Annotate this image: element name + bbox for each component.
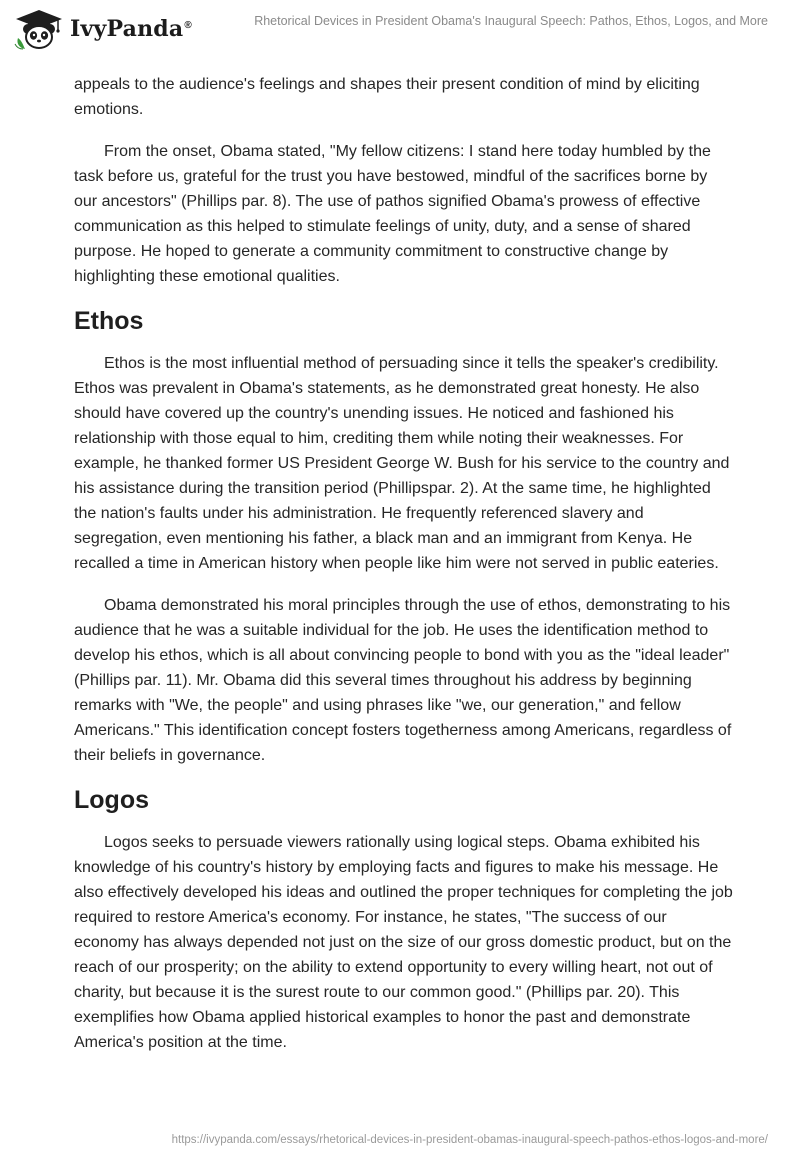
ethos-paragraph-1: Ethos is the most influential method of persuading since it tells the speaker's credibility. Ethos was prevalent in Obama's statements, as he demonstrated great honesty. He also should have covered up the country's unending issues. He noticed and fashioned his relationship with those equal to him, crediting them while noting their weaknesses. For example, he thanked former US President George W. Bush for his service to the country and his assistance during the transition period (Phillipspar. 2). At the same time, he highlighted the nation's faults under his administration. He frequently referenced slavery and segregation, even mentioning his father, a black man and an immigrant from Kenya. He recalled a time in American history when people like him were not served in public eateries. <box>74 355 730 572</box>
pathos-paragraph: From the onset, Obama stated, "My fellow citizens: I stand here today humbled by the task before us, grateful for the trust you have bestowed, mindful of the sacrifices borne by our ancestors" (Phillips par. 8). The use of pathos signified Obama's prowess of effective communication as this helped to stimulate feelings of unity, duty, and a sense of shared purpose. He hoped to generate a community commitment to constructive change by highlighting these emotional qualities. <box>74 143 711 285</box>
document-title: Rhetorical Devices in President Obama's Inaugural Speech: Pathos, Ethos, Logos, and More <box>254 14 768 28</box>
ethos-heading: Ethos <box>74 307 144 335</box>
article-body <box>74 72 734 1072</box>
logos-heading: Logos <box>74 786 149 814</box>
source-url[interactable]: https://ivypanda.com/essays/rhetorical-devices-in-president-obamas-inaugural-speech-pathos-ethos-logos-and-more/ <box>171 1134 768 1146</box>
brand-name: IvyPanda® <box>70 16 192 42</box>
panda-graduate-icon <box>14 8 64 50</box>
ethos-paragraph-2: Obama demonstrated his moral principles through the use of ethos, demonstrating to his audience that he was a suitable individual for the job. He uses the identification method to develop his ethos, which is all about convincing people to bond with you as the "ideal leader" (Phillips par. 11). Mr. Obama did this several times throughout his address by beginning remarks with "We, the people" and using phrases like "we, our generation," and fellow Americans." This identification concept fosters togetherness among Americans, regardless of their beliefs in governance. <box>74 597 732 764</box>
logos-paragraph: Logos seeks to persuade viewers rationally using logical steps. Obama exhibited his knowledge of his country's history by employing facts and figures to make his message. He also effectively developed his ideas and outlined the proper techniques for completing the job required to restore America's economy. For instance, he states, "The success of our economy has always depended not just on the size of our gross domestic product, but on the reach of our prosperity; on the ability to extend opportunity to every willing heart, not out of charity, but because it is the surest route to our common good." (Phillips par. 20). This exemplifies how Obama applied historical examples to honor the past and demonstrate America's position at the time. <box>74 834 733 1051</box>
ivypanda-logo[interactable] <box>14 8 192 50</box>
intro-continuation-paragraph: appeals to the audience's feelings and shapes their present condition of mind by eliciting emotions. <box>74 76 700 118</box>
page-header <box>0 0 800 60</box>
